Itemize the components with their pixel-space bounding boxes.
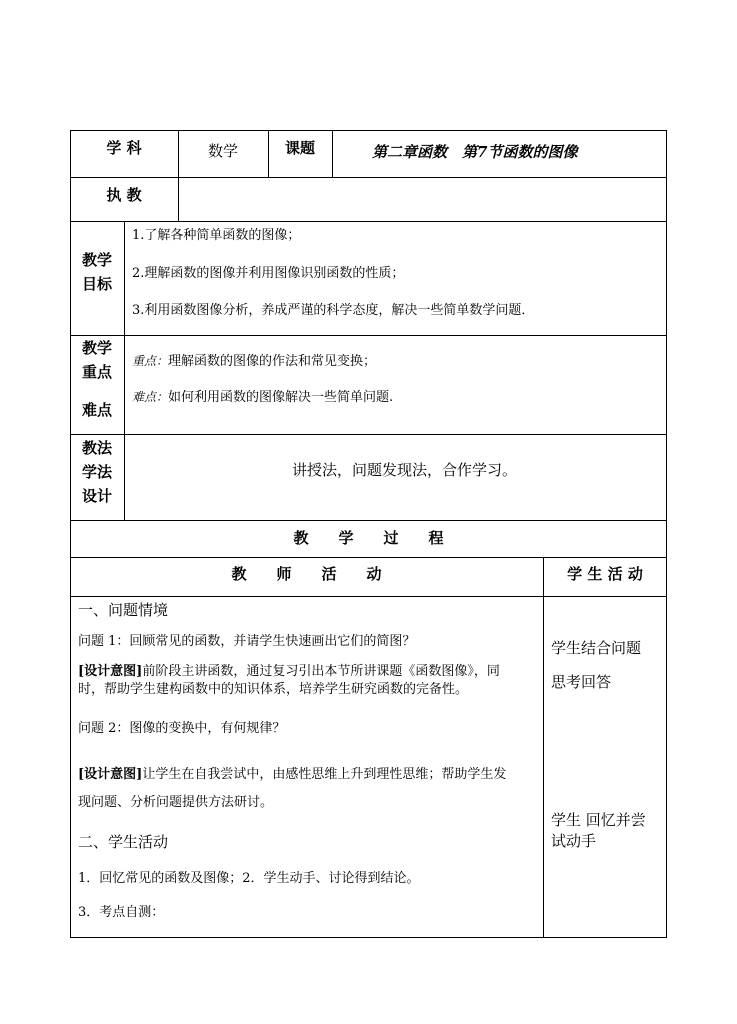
goal-item-2: 2.理解函数的图像并利用图像识别函数的性质； xyxy=(132,266,405,281)
keypoints-label-2: 重点 xyxy=(81,363,112,381)
goal-item-3: 3.利用函数图像分析，养成严谨的科学态度，解决一些简单数学问题． xyxy=(132,303,535,318)
section-1-heading: 一、问题情境 xyxy=(78,601,169,619)
goal-item-1: 1.了解各种简单函数的图像； xyxy=(132,228,301,243)
method-label-2: 学法 xyxy=(81,463,112,481)
row-divider xyxy=(70,596,667,597)
student-activity-2b: 试动手 xyxy=(551,832,597,850)
goals-label-2: 目标 xyxy=(81,275,112,293)
student-activity-header: 学 生 活 动 xyxy=(567,565,643,583)
question-2: 问题 2：图像的变换中，有何规律？ xyxy=(78,721,286,736)
keypoints-label-1: 教学 xyxy=(81,339,112,357)
student-activity-1b: 思考回答 xyxy=(551,673,612,691)
row-divider xyxy=(70,520,667,521)
difficulty-tag: 难点： xyxy=(132,390,169,404)
subject-value: 数学 xyxy=(207,142,238,160)
col-divider xyxy=(332,130,333,177)
keypoints-label-3: 难点 xyxy=(81,401,112,419)
col-divider xyxy=(543,557,544,938)
col-divider xyxy=(124,221,125,520)
activity-1: 1．回忆常见的函数及图像；2．学生动手、讨论得到结论。 xyxy=(78,871,420,886)
row-divider xyxy=(70,177,667,178)
student-activity-1a: 学生结合问题 xyxy=(551,639,642,657)
row-divider xyxy=(70,335,667,336)
process-title: 教 学 过 程 xyxy=(293,529,444,547)
row-divider xyxy=(70,557,667,558)
teacher-activity-header: 教 师 活 动 xyxy=(231,565,382,583)
intent-tag: [设计意图] xyxy=(78,664,143,679)
activity-3: 3．考点自测： xyxy=(78,905,165,920)
intent-1-line-1 xyxy=(78,664,500,680)
method-text: 讲授法，问题发现法，合作学习。 xyxy=(292,461,518,479)
difficulty-text: 如何利用函数的图像解决一些简单问题. xyxy=(168,390,394,405)
topic-label: 课题 xyxy=(284,139,315,157)
goals-label-1: 教学 xyxy=(81,251,112,269)
intent-1-text: 前阶段主讲函数，通过复习引出本节所讲课题《函数图像》，同 xyxy=(142,664,500,679)
row-divider xyxy=(70,221,667,222)
intent-1-line-2: 时，帮助学生建构函数中的知识体系，培养学生研究函数的完备性。 xyxy=(78,682,469,697)
topic-value: 第二章函数 第7节函数的图像 xyxy=(372,143,578,161)
section-2-heading: 二、学生活动 xyxy=(78,833,169,851)
focus-line xyxy=(132,353,376,370)
subject-label: 学 科 xyxy=(106,139,142,157)
intent-2-text: 让学生在自我尝试中，由感性思维上升到理性思维；帮助学生发 xyxy=(142,767,507,782)
intent-2-line-2: 现问题、分析问题提供方法研讨。 xyxy=(78,795,274,810)
intent-tag: [设计意图] xyxy=(78,767,143,782)
focus-tag: 重点： xyxy=(132,354,169,368)
difficulty-line xyxy=(132,389,393,406)
question-1: 问题 1：回顾常见的函数，并请学生快速画出它们的简图？ xyxy=(78,634,416,649)
method-label-1: 教法 xyxy=(81,439,112,457)
student-activity-2a: 学生 回忆并尝 xyxy=(551,811,646,829)
row-divider xyxy=(70,434,667,435)
method-label-3: 设计 xyxy=(81,487,112,505)
focus-text: 理解函数的图像的作法和常见变换； xyxy=(168,354,377,369)
intent-2-line-1 xyxy=(78,767,506,783)
teacher-label: 执 教 xyxy=(106,186,142,204)
